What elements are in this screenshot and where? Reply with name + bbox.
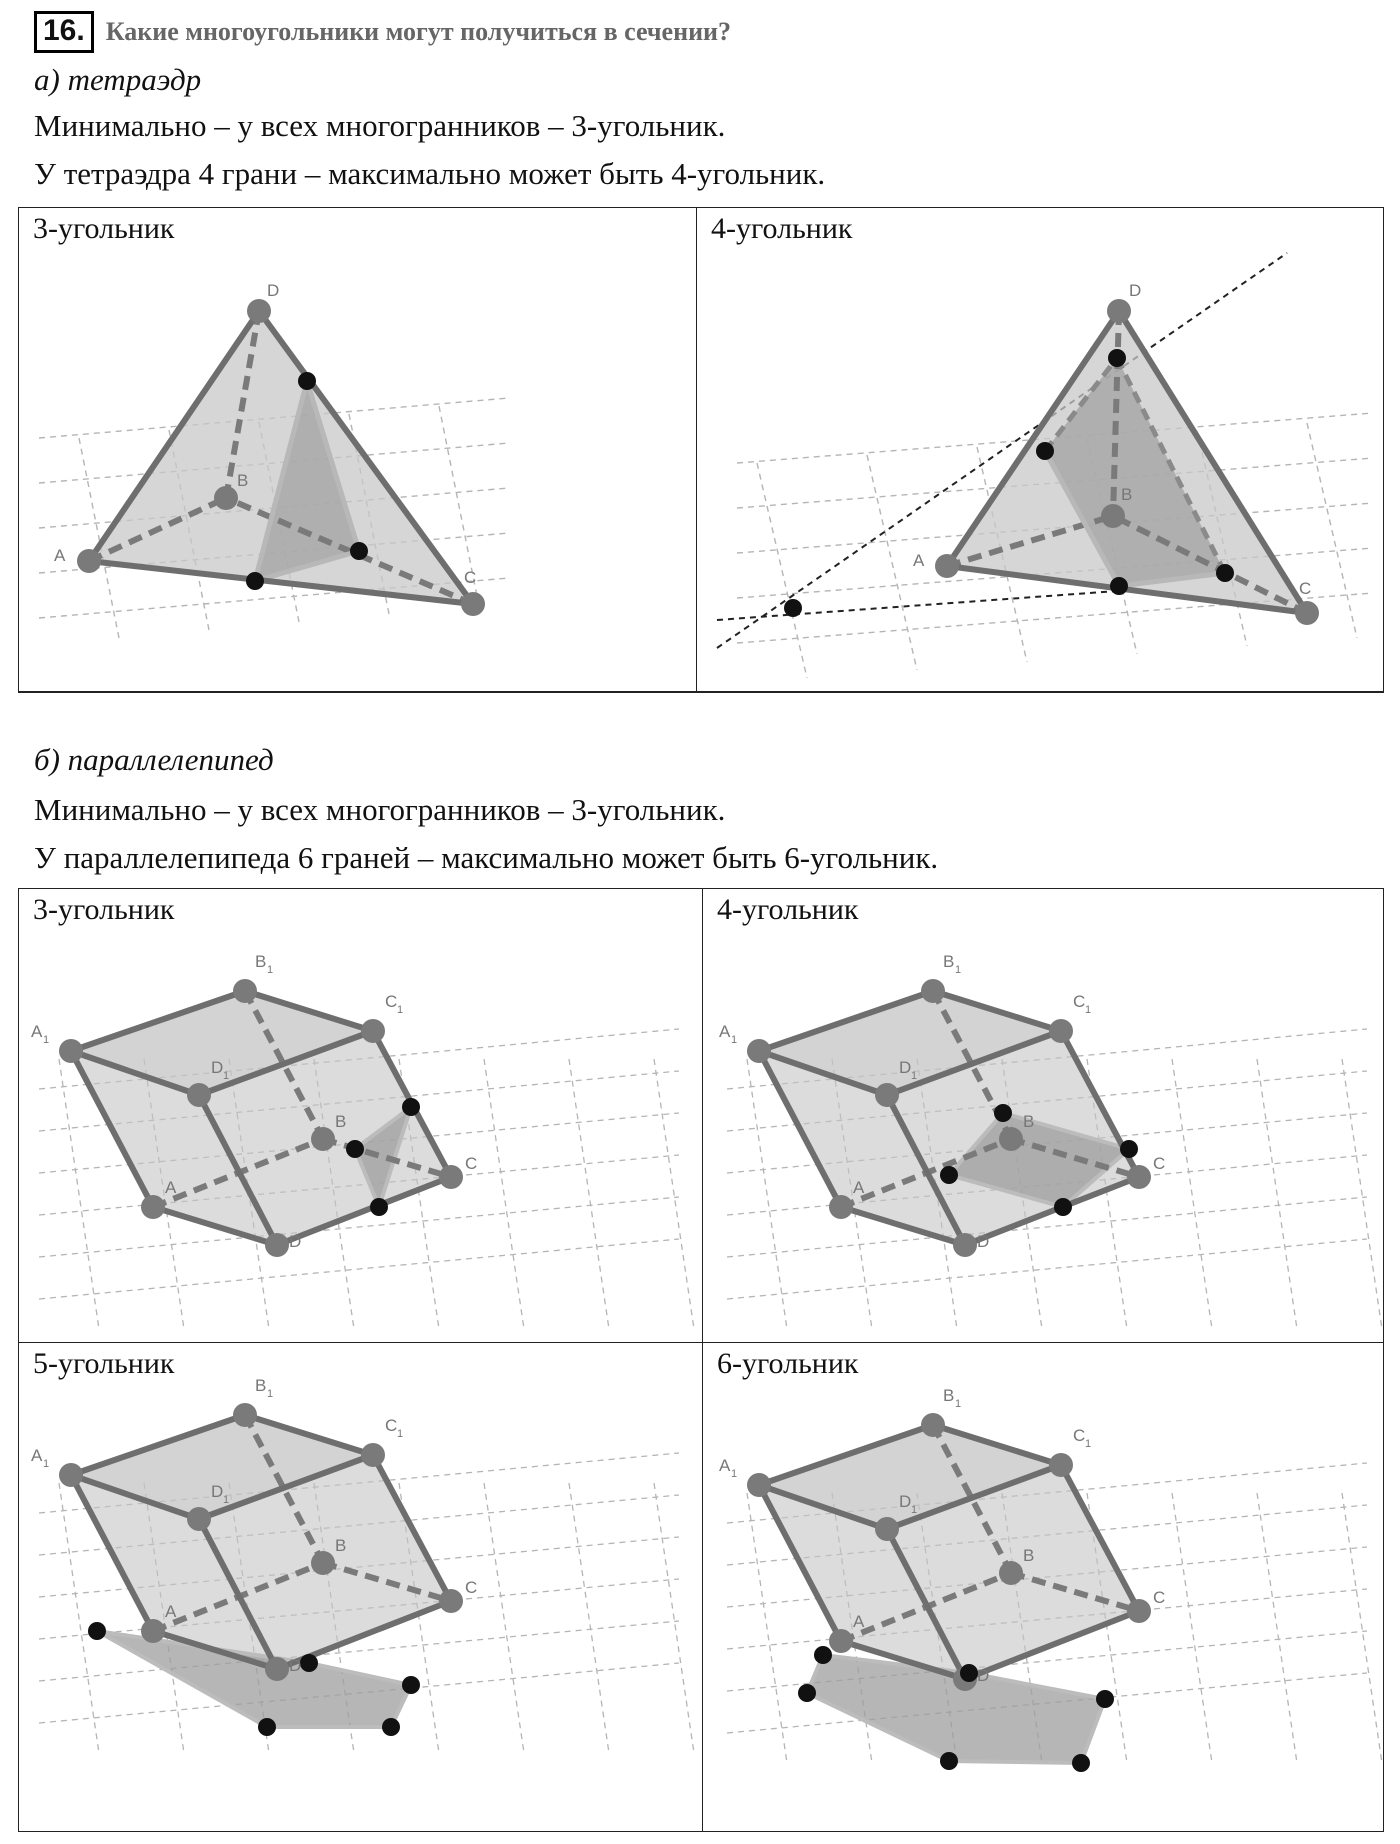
part-a-line2: У тетраэдра 4 грани – максимально может быть 4-угольник. <box>34 156 826 191</box>
vertex-label: D <box>267 281 280 300</box>
tetrahedron-triangle-figure <box>19 208 695 690</box>
parallelepiped-triangle-figure <box>19 889 701 1341</box>
vertex-label: C <box>1153 1588 1166 1607</box>
problem-number: 16. <box>34 11 94 53</box>
parallelepiped-pentagon-figure <box>19 1343 701 1831</box>
vertex-label: A <box>719 1456 731 1475</box>
vertex-subscript: 1 <box>1085 1004 1092 1016</box>
vertex-label: B <box>335 1536 347 1555</box>
vertex-label: A <box>853 1612 865 1631</box>
vertex-label: D <box>1129 281 1142 300</box>
vertex-label: A <box>719 1022 731 1041</box>
vertex-subscript: 1 <box>955 1398 962 1410</box>
vertex-label: B <box>1121 485 1133 504</box>
vertex-subscript: 1 <box>1085 1438 1092 1450</box>
vertex-label: C <box>465 1154 478 1173</box>
vertex-subscript: 1 <box>911 1504 918 1516</box>
vertex-label: C <box>464 568 477 587</box>
vertex-label: C <box>465 1578 478 1597</box>
vertex-label: D <box>977 1666 990 1685</box>
para-cell-quadrilateral <box>703 889 1383 1343</box>
problem-header <box>34 10 731 54</box>
vertex-label: C <box>1153 1154 1166 1173</box>
cell-title: 4-угольник <box>711 212 853 245</box>
vertex-label: B <box>943 1386 955 1405</box>
tetra-cell-triangle <box>19 208 697 692</box>
vertex-label: C <box>1073 1426 1086 1445</box>
vertex-label: D <box>211 1482 224 1501</box>
cell-title: 3-угольник <box>33 212 175 245</box>
vertex-label: A <box>31 1022 43 1041</box>
vertex-label: B <box>237 471 249 490</box>
vertex-subscript: 1 <box>731 1468 738 1480</box>
vertex-subscript: 1 <box>731 1034 738 1046</box>
problem-question: Какие многоугольники могут получиться в сечении? <box>105 17 732 46</box>
vertex-label: D <box>899 1058 912 1077</box>
part-a-line1: Минимально – у всех многогранников – 3-угольник. <box>34 108 726 143</box>
vertex-label: B <box>255 1376 267 1395</box>
vertex-label: D <box>211 1058 224 1077</box>
vertex-subscript: 1 <box>267 1388 274 1400</box>
para-cell-pentagon <box>19 1343 703 1831</box>
vertex-subscript: 1 <box>397 1004 404 1016</box>
vertex-label: C <box>1299 579 1312 598</box>
cell-title: 3-угольник <box>33 893 175 926</box>
tetrahedron-table <box>18 207 1384 693</box>
vertex-label: A <box>165 1602 177 1621</box>
vertex-label: D <box>289 1656 302 1675</box>
para-cell-hexagon <box>703 1343 1383 1831</box>
vertex-subscript: 1 <box>223 1494 230 1506</box>
vertex-subscript: 1 <box>43 1458 50 1470</box>
vertex-label: C <box>1073 992 1086 1011</box>
cell-title: 4-угольник <box>717 893 859 926</box>
vertex-label: A <box>853 1178 865 1197</box>
vertex-label: A <box>165 1178 177 1197</box>
vertex-subscript: 1 <box>911 1070 918 1082</box>
vertex-label: D <box>899 1492 912 1511</box>
vertex-label: B <box>943 952 955 971</box>
vertex-label: A <box>31 1446 43 1465</box>
vertex-subscript: 1 <box>223 1070 230 1082</box>
vertex-label: A <box>913 551 925 570</box>
vertex-subscript: 1 <box>397 1428 404 1440</box>
para-cell-triangle <box>19 889 703 1343</box>
parallelepiped-table <box>18 888 1384 1832</box>
vertex-label: B <box>255 952 267 971</box>
vertex-label: C <box>385 992 398 1011</box>
part-a-title: а) тетраэдр <box>34 62 202 97</box>
cell-title: 5-угольник <box>33 1347 175 1380</box>
vertex-label: B <box>1023 1546 1035 1565</box>
parallelepiped-hexagon-figure <box>703 1343 1383 1831</box>
vertex-subscript: 1 <box>955 964 962 976</box>
vertex-label: D <box>289 1232 302 1251</box>
vertex-subscript: 1 <box>43 1034 50 1046</box>
vertex-label: C <box>385 1416 398 1435</box>
tetra-cell-quadrilateral <box>697 208 1383 692</box>
vertex-label: B <box>1023 1112 1035 1131</box>
cell-title: 6-угольник <box>717 1347 859 1380</box>
vertex-subscript: 1 <box>267 964 274 976</box>
vertex-label: D <box>977 1232 990 1251</box>
part-b-line1: Минимально – у всех многогранников – 3-угольник. <box>34 792 726 827</box>
part-b-title: б) параллелепипед <box>34 742 274 777</box>
parallelepiped-quadrilateral-figure <box>703 889 1383 1341</box>
part-b-line2: У параллелепипеда 6 граней – максимально может быть 6-угольник. <box>34 840 939 875</box>
vertex-label: B <box>335 1112 347 1131</box>
vertex-label: A <box>54 546 66 565</box>
tetrahedron-quadrilateral-figure <box>697 208 1383 690</box>
